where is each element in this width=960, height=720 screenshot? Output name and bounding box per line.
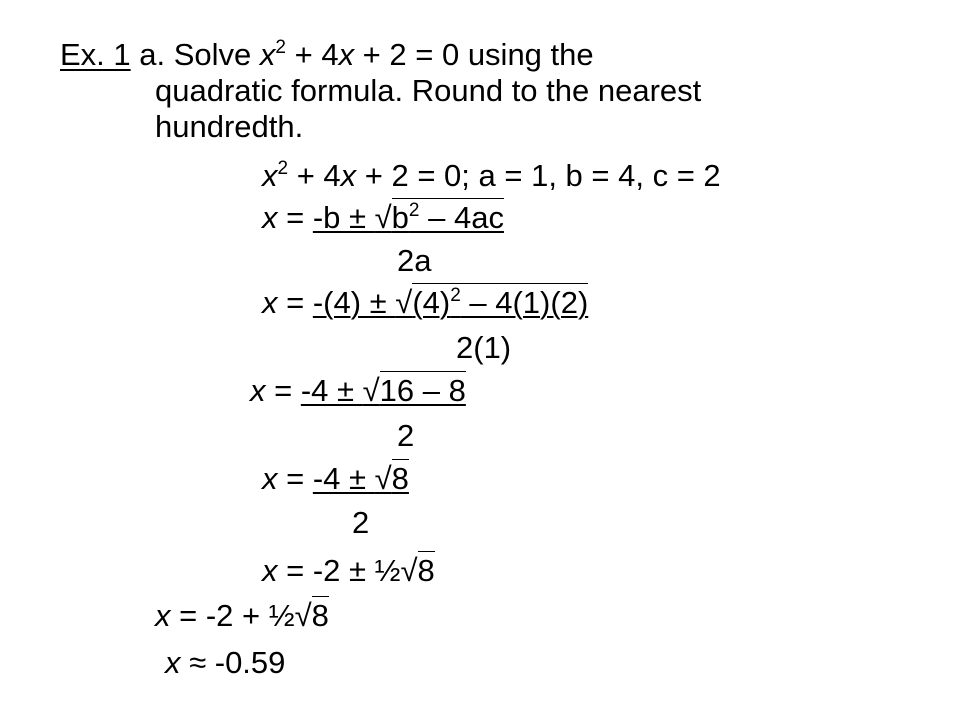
radicand-b: b <box>391 200 409 235</box>
radicand-rest: – 4ac <box>419 200 504 235</box>
numerator-part: -4 ± <box>300 373 363 408</box>
step-7 <box>155 598 329 634</box>
problem-text: a. Solve <box>139 37 260 72</box>
var-x: x <box>340 158 357 193</box>
radical-sign: √ <box>395 285 413 320</box>
fraction-numerator <box>313 200 504 235</box>
var-x: x <box>338 37 355 72</box>
fraction-numerator <box>313 461 409 496</box>
step-1-text-2: + 2 = 0; a = 1, b = 4, c = 2 <box>356 158 721 193</box>
radicand: 8 <box>417 553 435 588</box>
exponent: 2 <box>450 285 461 306</box>
step-4-denominator: 2 <box>397 418 415 453</box>
equals: = <box>265 373 301 408</box>
equals: = <box>277 200 313 235</box>
fraction-numerator <box>301 373 466 408</box>
radicand-rest: – 4(1)(2) <box>460 285 589 320</box>
sqrt-icon <box>363 373 466 408</box>
step-5-denominator: 2 <box>352 505 370 540</box>
exponent: 2 <box>275 37 286 58</box>
example-label: Ex. 1 <box>60 37 131 72</box>
radicand-a: (4) <box>412 285 451 320</box>
problem-line-2: quadratic formula. Round to the nearest <box>155 73 702 108</box>
sqrt-icon <box>295 598 329 633</box>
exponent: 2 <box>277 158 289 179</box>
step-1-text: + 4 <box>288 158 341 193</box>
radical-sign: √ <box>374 461 392 496</box>
step-2-denominator: 2a <box>397 243 432 278</box>
numerator-part: -b ± <box>312 200 375 235</box>
step-5-numerator <box>262 461 409 497</box>
var-x: x <box>259 37 276 72</box>
step-4-numerator <box>250 373 466 409</box>
var-x: x <box>262 461 278 496</box>
final-answer-text: ≈ -0.59 <box>180 645 286 680</box>
numerator-part: -(4) ± <box>312 285 396 320</box>
problem-text-3: + 2 = 0 using the <box>354 37 594 72</box>
step-6-text: = -2 ± ½ <box>277 553 401 588</box>
var-x: x <box>262 553 278 588</box>
final-answer <box>165 645 285 681</box>
sqrt-icon <box>375 200 504 235</box>
step-3-denominator: 2(1) <box>456 330 512 365</box>
problem-line-3: hundredth. <box>155 109 304 144</box>
radicand <box>392 198 504 235</box>
var-x: x <box>155 598 171 633</box>
var-x: x <box>262 158 278 193</box>
step-3-numerator <box>262 285 588 326</box>
sqrt-icon <box>401 553 435 588</box>
sqrt-icon <box>395 285 588 320</box>
radical-sign: √ <box>294 598 312 633</box>
radicand: 8 <box>311 598 329 633</box>
var-x: x <box>250 373 266 408</box>
radical-sign: √ <box>362 373 380 408</box>
var-x: x <box>165 645 181 680</box>
exponent: 2 <box>408 200 420 221</box>
radical-sign: √ <box>374 200 392 235</box>
radicand: 16 – 8 <box>379 373 466 408</box>
step-1 <box>262 158 721 199</box>
step-7-text: = -2 + ½ <box>170 598 295 633</box>
step-2-numerator <box>262 200 504 241</box>
radical-sign: √ <box>400 553 418 588</box>
var-x: x <box>262 285 278 320</box>
radicand: 8 <box>391 461 409 496</box>
problem-text-2: + 4 <box>285 37 339 72</box>
step-6 <box>262 553 435 589</box>
numerator-part: -4 ± <box>312 461 375 496</box>
sqrt-icon <box>375 461 409 496</box>
var-x: x <box>262 200 278 235</box>
fraction-numerator <box>313 285 588 320</box>
example-line-1 <box>60 37 594 78</box>
equals: = <box>277 285 313 320</box>
equals: = <box>277 461 313 496</box>
radicand <box>412 283 588 320</box>
